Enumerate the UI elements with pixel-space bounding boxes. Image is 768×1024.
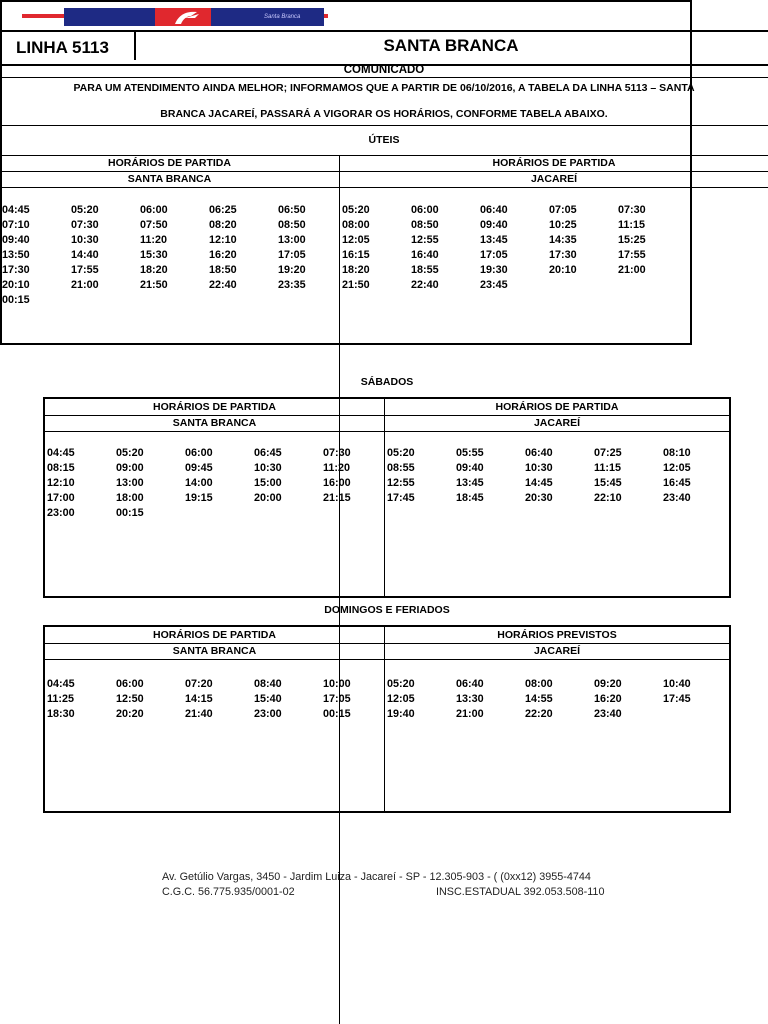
departure-time: 12:50	[116, 693, 144, 705]
departure-time: 06:00	[411, 204, 439, 216]
departure-time: 11:15	[594, 462, 622, 474]
departure-time: 08:20	[209, 219, 237, 231]
sunday-table	[43, 625, 731, 813]
departure-time: 21:40	[185, 708, 213, 720]
saturday-right-heading: HORÁRIOS DE PARTIDA	[495, 401, 619, 413]
departure-time: 10:40	[663, 678, 691, 690]
departure-time: 05:20	[116, 447, 144, 459]
departure-time: 22:40	[209, 279, 237, 291]
departure-time: 07:05	[549, 204, 577, 216]
departure-time: 15:45	[594, 477, 622, 489]
departure-time: 09:00	[116, 462, 144, 474]
departure-time: 17:45	[663, 693, 691, 705]
sunday-left-heading: HORÁRIOS DE PARTIDA	[153, 629, 276, 641]
departure-time: 05:55	[456, 447, 484, 459]
departure-time: 06:40	[525, 447, 553, 459]
departure-time: 09:40	[2, 234, 30, 246]
departure-time: 19:20	[278, 264, 306, 276]
departure-time: 17:05	[323, 693, 351, 705]
weekday-label: ÚTEIS	[368, 134, 400, 146]
departure-time: 05:20	[71, 204, 99, 216]
departure-time: 21:50	[140, 279, 168, 291]
departure-time: 23:45	[480, 279, 508, 291]
departure-time: 18:20	[140, 264, 168, 276]
footer-cgc: C.G.C. 56.775.935/0001-02	[162, 886, 295, 898]
departure-time: 16:20	[594, 693, 622, 705]
departure-time: 11:25	[47, 693, 75, 705]
departure-time: 09:40	[480, 219, 508, 231]
departure-time: 17:05	[278, 249, 306, 261]
departure-time: 13:00	[116, 477, 144, 489]
departure-time: 08:00	[342, 219, 370, 231]
departure-time: 11:20	[323, 462, 351, 474]
departure-time: 16:15	[342, 249, 370, 261]
departure-time: 19:30	[480, 264, 508, 276]
notice-line-2: BRANCA JACAREÍ, PASSARÁ A VIGORAR OS HORÁRIOS, CONFORME TABELA ABAIXO.	[160, 108, 608, 120]
departure-time: 16:45	[663, 477, 691, 489]
departure-time: 04:45	[2, 204, 30, 216]
departure-time: 12:55	[411, 234, 439, 246]
departure-time: 21:00	[71, 279, 99, 291]
departure-time: 10:30	[525, 462, 553, 474]
saturday-label: SÁBADOS	[360, 376, 414, 388]
departure-time: 08:50	[278, 219, 306, 231]
departure-time: 21:00	[456, 708, 484, 720]
departure-time: 07:30	[71, 219, 99, 231]
departure-time: 14:45	[525, 477, 553, 489]
weekday-right-heading: HORÁRIOS DE PARTIDA	[492, 157, 616, 169]
notice-line-1: PARA UM ATENDIMENTO AINDA MELHOR; INFORMAMOS QUE A PARTIR DE 06/10/2016, A TABELA DA LINHA 5113 – SANTA	[73, 82, 695, 94]
departure-time: 18:00	[116, 492, 144, 504]
departure-time: 21:50	[342, 279, 370, 291]
departure-time: 09:40	[456, 462, 484, 474]
departure-time: 17:45	[387, 492, 415, 504]
footer-state-registration: INSC.ESTADUAL 392.053.508-110	[436, 886, 605, 898]
saturday-table	[43, 397, 731, 598]
departure-time: 10:00	[323, 678, 351, 690]
departure-time: 16:00	[323, 477, 351, 489]
departure-time: 06:45	[254, 447, 282, 459]
departure-time: 18:55	[411, 264, 439, 276]
departure-time: 20:30	[525, 492, 553, 504]
departure-time: 13:00	[278, 234, 306, 246]
departure-time: 10:30	[254, 462, 282, 474]
departure-time: 00:15	[2, 294, 30, 306]
departure-time: 00:15	[116, 507, 144, 519]
departure-time: 05:20	[387, 678, 415, 690]
departure-time: 17:55	[618, 249, 646, 261]
departure-time: 08:55	[387, 462, 415, 474]
departure-time: 06:50	[278, 204, 306, 216]
departure-time: 08:40	[254, 678, 282, 690]
departure-time: 23:00	[47, 507, 75, 519]
departure-time: 15:25	[618, 234, 646, 246]
departure-time: 18:30	[47, 708, 75, 720]
departure-time: 09:45	[185, 462, 213, 474]
departure-time: 10:25	[549, 219, 577, 231]
departure-time: 07:10	[2, 219, 30, 231]
departure-time: 06:40	[456, 678, 484, 690]
departure-time: 23:35	[278, 279, 306, 291]
departure-time: 04:45	[47, 447, 75, 459]
departure-time: 15:00	[254, 477, 282, 489]
departure-time: 19:40	[387, 708, 415, 720]
departure-time: 20:00	[254, 492, 282, 504]
saturday-left-heading: HORÁRIOS DE PARTIDA	[153, 401, 276, 413]
departure-time: 17:00	[47, 492, 75, 504]
departure-time: 15:40	[254, 693, 282, 705]
departure-time: 18:20	[342, 264, 370, 276]
notice-title: COMUNICADO	[343, 64, 425, 76]
departure-time: 23:00	[254, 708, 282, 720]
departure-time: 15:30	[140, 249, 168, 261]
departure-time: 09:20	[594, 678, 622, 690]
departure-time: 14:35	[549, 234, 577, 246]
departure-time: 16:40	[411, 249, 439, 261]
saturday-right-origin: JACAREÍ	[533, 417, 581, 429]
departure-time: 22:10	[594, 492, 622, 504]
line-number: LINHA 5113	[16, 38, 109, 57]
weekday-right-origin: JACAREÍ	[530, 173, 578, 185]
departure-time: 08:10	[663, 447, 691, 459]
departure-time: 20:10	[549, 264, 577, 276]
departure-time: 17:05	[480, 249, 508, 261]
sunday-right-origin: JACAREÍ	[533, 645, 581, 657]
departure-time: 12:10	[209, 234, 237, 246]
departure-time: 16:20	[209, 249, 237, 261]
departure-time: 06:00	[185, 447, 213, 459]
sunday-label: DOMINGOS E FERIADOS	[324, 604, 450, 616]
departure-time: 12:55	[387, 477, 415, 489]
departure-time: 05:20	[387, 447, 415, 459]
departure-time: 20:10	[2, 279, 30, 291]
departure-time: 14:40	[71, 249, 99, 261]
departure-time: 22:40	[411, 279, 439, 291]
departure-time: 21:15	[323, 492, 351, 504]
header-box	[0, 0, 695, 345]
departure-time: 10:30	[71, 234, 99, 246]
departure-time: 17:30	[549, 249, 577, 261]
departure-time: 13:50	[2, 249, 30, 261]
departure-time: 08:15	[47, 462, 75, 474]
departure-time: 08:00	[525, 678, 553, 690]
departure-time: 08:50	[411, 219, 439, 231]
departure-time: 06:00	[116, 678, 144, 690]
sunday-left-origin: SANTA BRANCA	[172, 645, 257, 657]
sunday-right-heading: HORÁRIOS PREVISTOS	[497, 629, 617, 641]
saturday-left-origin: SANTA BRANCA	[172, 417, 257, 429]
departure-time: 00:15	[323, 708, 351, 720]
weekday-left-heading: HORÁRIOS DE PARTIDA	[108, 157, 231, 169]
footer-address: Av. Getúlio Vargas, 3450 - Jardim Luiza - Jacareí - SP - 12.305-903 - ( (0xx12) 3955-4744	[162, 871, 591, 883]
departure-time: 13:45	[480, 234, 508, 246]
departure-time: 13:45	[456, 477, 484, 489]
departure-time: 11:20	[140, 234, 168, 246]
departure-time: 06:40	[480, 204, 508, 216]
departure-time: 12:05	[387, 693, 415, 705]
departure-time: 18:45	[456, 492, 484, 504]
departure-time: 17:55	[71, 264, 99, 276]
logo-text: Santa Branca	[264, 14, 301, 20]
departure-time: 04:45	[47, 678, 75, 690]
departure-time: 05:20	[342, 204, 370, 216]
departure-time: 19:15	[185, 492, 213, 504]
departure-time: 06:00	[140, 204, 168, 216]
departure-time: 18:50	[209, 264, 237, 276]
departure-time: 12:05	[663, 462, 691, 474]
departure-time: 07:50	[140, 219, 168, 231]
departure-time: 17:30	[2, 264, 30, 276]
departure-time: 06:25	[209, 204, 237, 216]
departure-time: 07:25	[594, 447, 622, 459]
bird-icon	[155, 8, 211, 26]
departure-time: 07:30	[323, 447, 351, 459]
departure-time: 20:20	[116, 708, 144, 720]
title-row	[0, 30, 768, 66]
company-title: SANTA BRANCA	[383, 36, 519, 55]
logo-emblem	[155, 8, 211, 26]
departure-time: 07:20	[185, 678, 213, 690]
departure-time: 14:15	[185, 693, 213, 705]
weekday-left-origin: SANTA BRANCA	[127, 173, 212, 185]
departure-time: 23:40	[594, 708, 622, 720]
departure-time: 11:15	[618, 219, 646, 231]
departure-time: 14:55	[525, 693, 553, 705]
departure-time: 23:40	[663, 492, 691, 504]
departure-time: 12:10	[47, 477, 75, 489]
departure-time: 12:05	[342, 234, 370, 246]
departure-time: 13:30	[456, 693, 484, 705]
departure-time: 22:20	[525, 708, 553, 720]
departure-time: 21:00	[618, 264, 646, 276]
departure-time: 07:30	[618, 204, 646, 216]
departure-time: 14:00	[185, 477, 213, 489]
